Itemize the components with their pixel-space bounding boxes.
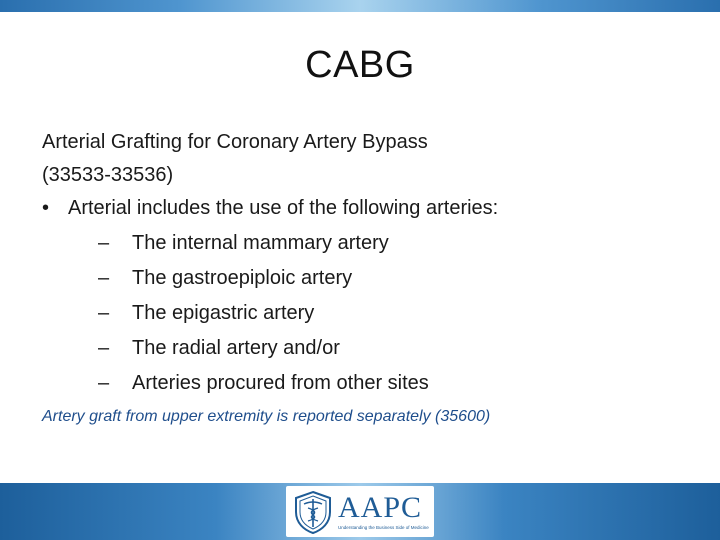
artery-item	[98, 331, 682, 366]
artery-item-text: Arteries procured from other sites	[132, 372, 429, 394]
artery-item-text: The epigastric artery	[132, 302, 315, 324]
dash-marker: –	[98, 267, 110, 289]
aapc-logo	[286, 486, 434, 537]
separate-reporting-note: Artery graft from upper extremity is reported separately (35600)	[42, 408, 491, 425]
artery-item-text: The radial artery and/or	[132, 337, 340, 359]
top-gradient-band	[0, 0, 720, 12]
logo-tagline: Understanding the Business Side of Medicine	[338, 525, 429, 530]
artery-item-text: The internal mammary artery	[132, 232, 389, 254]
artery-item	[98, 296, 682, 331]
heading-line-2: (33533-33536)	[42, 164, 174, 186]
logo-text	[338, 493, 429, 530]
bullet-item	[42, 192, 682, 225]
artery-item	[98, 261, 682, 296]
artery-item	[98, 226, 682, 261]
bottom-gradient-band	[0, 483, 720, 540]
artery-item	[98, 366, 682, 401]
dash-marker: –	[98, 372, 110, 394]
artery-item-text: The gastroepiploic artery	[132, 267, 353, 289]
logo-wordmark: AAPC	[338, 491, 423, 524]
arteries-list	[98, 226, 682, 401]
bullet-marker: •	[42, 197, 50, 219]
dash-marker: –	[98, 232, 110, 254]
slide-body	[42, 126, 682, 401]
dash-marker: –	[98, 337, 110, 359]
caduceus-shield-icon	[292, 490, 334, 534]
slide-title: CABG	[305, 44, 415, 86]
dash-marker: –	[98, 302, 110, 324]
bullet-text: Arterial includes the use of the following arteries:	[68, 197, 499, 219]
heading-line-1: Arterial Grafting for Coronary Artery Bypass	[42, 131, 428, 153]
